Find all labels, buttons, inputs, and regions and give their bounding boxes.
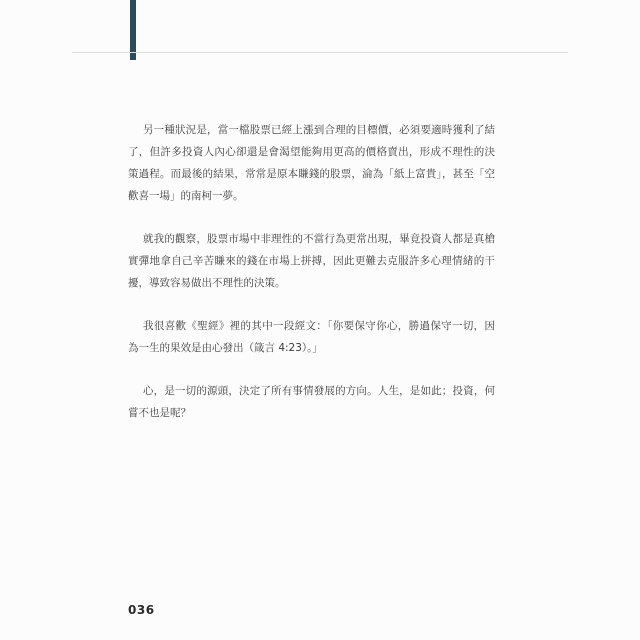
body-text [128, 119, 495, 445]
paragraph [128, 119, 495, 207]
text-line: 實彈地拿自己辛苦賺來的錢在市場上拼搏，因此更難去克服許多心理情緒的干 [128, 255, 495, 267]
text-line: 嘗不也是呢？ [128, 407, 191, 419]
header-rule [72, 52, 568, 53]
paragraph [128, 380, 495, 424]
page-number: 036 [128, 603, 155, 617]
chapter-accent-bar [130, 0, 136, 60]
text-line: 就我的觀察，股票市場中非理性的不當行為更常出現，畢竟投資人都是真槍 [143, 233, 495, 245]
text-line: 擾，導致容易做出不理性的決策。 [128, 277, 286, 289]
text-line: 策過程。而最後的結果，常常是原本賺錢的股票，淪為「紙上富貴」，甚至「空 [128, 168, 495, 180]
paragraph [128, 228, 495, 294]
text-line: 歡喜一場」的南柯一夢。 [128, 190, 244, 202]
text-line: 心，是一切的源頭，決定了所有事情發展的方向。人生，是如此；投資，何 [143, 385, 495, 397]
text-line: 了，但許多投資人內心卻還是會渴望能夠用更高的價格賣出，形成不理性的決 [128, 146, 495, 158]
text-line: 為一生的果效是由心發出（箴言 4:23）。」 [128, 342, 323, 354]
text-line: 另一種狀況是，當一檔股票已經上漲到合理的目標價，必須要適時獲利了結 [143, 124, 495, 136]
paragraph [128, 315, 495, 359]
text-line: 我很喜歡《聖經》裡的其中一段經文：「你要保守你心，勝過保守一切，因 [143, 320, 495, 332]
